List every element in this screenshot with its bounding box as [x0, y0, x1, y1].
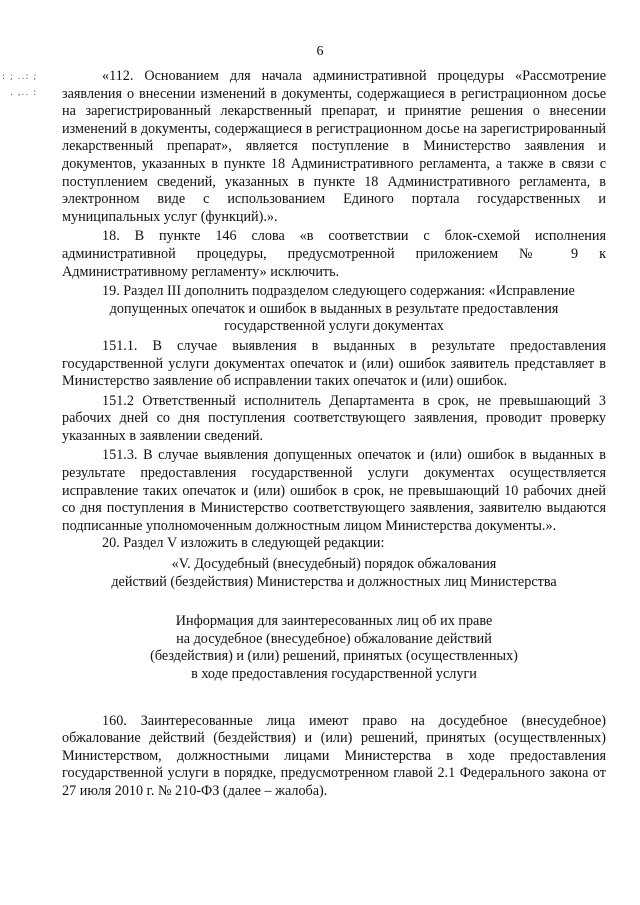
info-heading-line-2: на досудебное (внесудебное) обжалование действий	[176, 630, 492, 647]
paragraph-151-1: 151.1. В случае выявления в выданных в результате предоставления государственной услуги документах опечаток и (или) ошибок заявитель представляет в Министерство заявление об исправлении таких опечаток и (или) ошибок.	[62, 337, 606, 390]
info-heading-line-1: Информация для заинтересованных лиц об их праве	[175, 613, 493, 630]
scan-margin-mark: : ; ..: ;	[2, 72, 38, 82]
paragraph-20: 20. Раздел V изложить в следующей редакции:	[102, 535, 385, 552]
page-number: 6	[316, 44, 324, 59]
paragraph-151-2: 151.2 Ответственный исполнитель Департамента в срок, не превышающий 3 рабочих дней со дня поступления соответствующего заявления, проводит проверку указанных в заявлении сведений.	[62, 392, 606, 444]
subsection-heading-line-3: государственной услуги документах	[224, 318, 444, 335]
info-heading-line-4: в ходе предоставления государственной услуги	[191, 666, 477, 682]
paragraph-18: 18. В пункте 146 слова «в соответствии с блок-схемой исполнения административной процедуры, предусмотренной приложением № 9 к Административному регламенту» исключить.	[62, 228, 606, 280]
subsection-heading-line-2: допущенных опечаток и ошибок в выданных в результате предоставления	[109, 300, 559, 317]
section-v-title-line-1: «V. Досудебный (внесудебный) порядок обжалования	[171, 556, 497, 573]
paragraph-112: «112. Основанием для начала административной процедуры «Рассмотрение заявления о внесении изменений в документы, содержащиеся в регистрационном досье на зарегистрированный лекарственный препарат, и принятие решения о внесении изменений в документы, содержащиеся в регистрационном досье на зарегистрированный лекарственный препарат», является поступление в Министерство заявления и документов, указанных в пункте 18 Административного регламента, а также в связи с поступлением сведений, указанных в пункте 18 Административного регламента, в электронном виде с использованием Единого портала государственных и муниципальных услуг (функций).».	[62, 68, 606, 225]
section-v-title-line-2: действий (бездействия) Министерства и должностных лиц Министерства	[111, 573, 557, 590]
paragraph-19-intro: 19. Раздел III дополнить подразделом следующего содержания: «Исправление	[102, 283, 575, 300]
paragraph-160: 160. Заинтересованные лица имеют право на досудебное (внесудебное) обжалование действий (бездействия) и (или) решений, принятых (осуществленных) Министерством, должностными лицами Министерства в ходе предоставления государственной услуги в порядке, предусмотренном главой 2.1 Федерального закона от 27 июля 2010 г. № 210-ФЗ (далее – жалоба).	[62, 712, 606, 799]
info-heading-line-3: (бездействия) и (или) решений, принятых (осуществленных)	[150, 648, 518, 665]
paragraph-151-3: 151.3. В случае выявления допущенных опечаток и (или) ошибок в выданных в результате предоставления государственной услуги документах осуществляется исправление таких опечаток и (или) ошибок в срок, не превышающий 10 рабочих дней со дня поступления в Министерство соответствующего заявления, заявителю выдаются подписанные уполномоченным должностным лицом Министерства документы.».	[62, 447, 606, 534]
scan-margin-mark: . ,.. :	[10, 88, 38, 98]
document-body	[62, 68, 606, 801]
